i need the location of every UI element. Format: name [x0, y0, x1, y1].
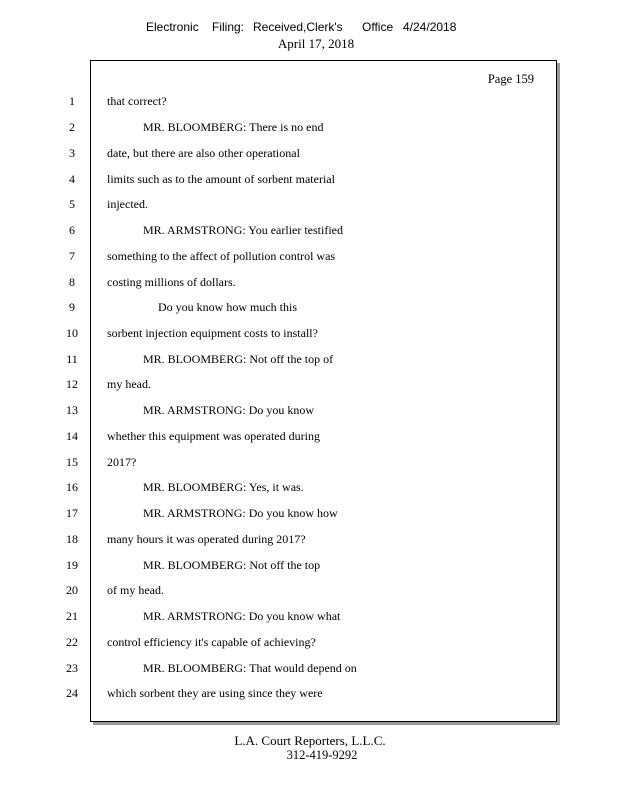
line-text: whether this equipment was operated during — [107, 429, 320, 443]
line-number: 14 — [66, 429, 78, 443]
line-text: which sorbent they are using since they were — [107, 686, 323, 700]
line-number: 20 — [66, 583, 78, 597]
stamp-word-received: Received,Clerk's — [253, 20, 343, 34]
line-number: 12 — [66, 377, 78, 391]
line-number: 23 — [66, 661, 78, 675]
line-text: MR. ARMSTRONG: You earlier testified — [143, 223, 344, 237]
line-text: limits such as to the amount of sorbent material — [107, 172, 335, 186]
line-number: 18 — [66, 532, 78, 546]
line-number: 15 — [66, 455, 78, 469]
line-text: costing millions of dollars. — [107, 275, 236, 289]
line-number: 7 — [69, 249, 75, 263]
line-number: 4 — [69, 172, 75, 186]
line-text: MR. BLOOMBERG: Not off the top of — [143, 352, 334, 366]
line-text: MR. ARMSTRONG: Do you know — [143, 403, 315, 417]
line-number: 19 — [66, 558, 78, 572]
transcript-date: April 17, 2018 — [277, 36, 355, 51]
stamp-date: 4/24/2018 — [403, 20, 457, 34]
line-text: MR. BLOOMBERG: That would depend on — [143, 661, 357, 675]
line-text: MR. BLOOMBERG: Yes, it was. — [143, 480, 304, 494]
reporter-phone: 312-419-9292 — [286, 748, 358, 762]
line-text: MR. BLOOMBERG: There is no end — [143, 120, 324, 134]
page-number: Page 159 — [487, 72, 534, 86]
line-number: 6 — [69, 223, 75, 237]
line-number: 13 — [66, 403, 78, 417]
line-number: 10 — [66, 326, 78, 340]
line-number: 21 — [66, 609, 78, 623]
stamp-word-office: Office — [362, 20, 394, 34]
line-text: many hours it was operated during 2017? — [107, 532, 306, 546]
line-text: injected. — [107, 197, 148, 211]
line-number: 8 — [69, 275, 75, 289]
filing-stamp — [0, 20, 618, 36]
line-text: MR. ARMSTRONG: Do you know what — [143, 609, 341, 623]
line-number: 17 — [66, 506, 78, 520]
line-number: 11 — [66, 352, 78, 366]
line-number: 3 — [69, 146, 75, 160]
line-number: 1 — [69, 94, 75, 108]
line-number: 2 — [69, 120, 75, 134]
line-text: MR. ARMSTRONG: Do you know how — [143, 506, 338, 520]
line-text: control efficiency it's capable of achieving? — [107, 635, 316, 649]
line-text: something to the affect of pollution control was — [107, 249, 336, 263]
line-number: 5 — [69, 197, 75, 211]
stamp-word-filing: Filing: — [212, 20, 245, 34]
line-text: that correct? — [107, 94, 167, 108]
line-text: date, but there are also other operational — [107, 146, 300, 160]
line-number: 16 — [66, 480, 78, 494]
line-text: my head. — [107, 377, 151, 391]
stamp-word-electronic: Electronic — [146, 20, 199, 34]
line-text: MR. BLOOMBERG: Not off the top — [143, 558, 321, 572]
line-text: of my head. — [107, 583, 164, 597]
line-number: 22 — [66, 635, 78, 649]
reporter-company: L.A. Court Reporters, L.L.C. — [234, 733, 386, 748]
line-text: Do you know how much this — [158, 300, 297, 314]
line-text: sorbent injection equipment costs to install? — [107, 326, 318, 340]
line-text: 2017? — [107, 455, 137, 469]
line-number: 9 — [69, 300, 75, 314]
line-number: 24 — [66, 686, 78, 700]
